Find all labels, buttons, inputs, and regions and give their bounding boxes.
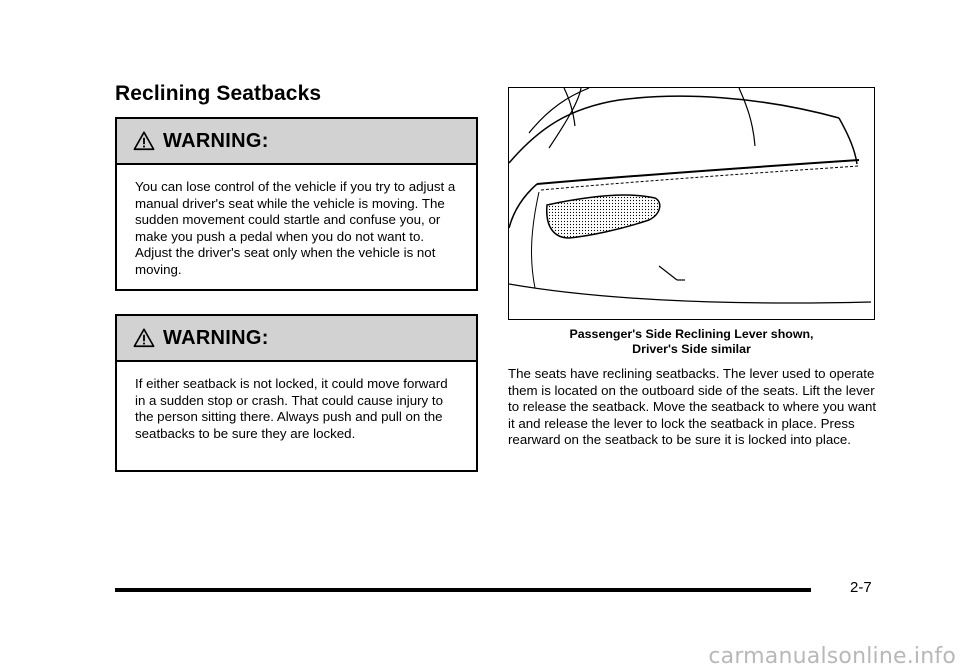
figure-caption — [508, 327, 875, 357]
seat-illustration — [508, 87, 875, 320]
footer-rule — [115, 588, 811, 592]
body-paragraph: The seats have reclining seatbacks. The lever used to operate them is located on the outboard side of the seats. Lift the lever to release the seatback. Move the seatback to where you want it and release the lever to lock the seatback in place. Press rearward on the seatback to be sure it is locked into place. — [508, 366, 877, 448]
warning-title: WARNING: — [163, 129, 269, 152]
warning-text: If either seatback is not locked, it could move forward in a sudden stop or crash. That could cause injury to the person sitting there. Always push and pull on the seatbacks to be sure they are locked. — [135, 376, 448, 441]
warning-title: WARNING: — [163, 326, 269, 349]
warning-box-2 — [115, 314, 478, 472]
seat-lever-drawing — [509, 88, 873, 318]
warning-text: You can lose control of the vehicle if you try to adjust a manual driver's seat while the vehicle is moving. The sudden movement could startle and confuse you, or make you push a pedal when you do not want to. Adjust the driver's seat only when the vehicle is not moving. — [135, 179, 456, 277]
page-title: Reclining Seatbacks — [115, 82, 322, 105]
watermark: carmanualsonline.info — [708, 644, 956, 669]
warning-triangle-icon — [133, 327, 155, 349]
warning-triangle-icon — [133, 130, 155, 152]
warning-header — [117, 119, 476, 165]
warning-box-1 — [115, 117, 478, 291]
caption-line-2: Driver's Side similar — [632, 342, 751, 356]
warning-header — [117, 316, 476, 362]
caption-line-1: Passenger's Side Reclining Lever shown, — [569, 327, 814, 341]
page-number: 2-7 — [850, 579, 872, 596]
